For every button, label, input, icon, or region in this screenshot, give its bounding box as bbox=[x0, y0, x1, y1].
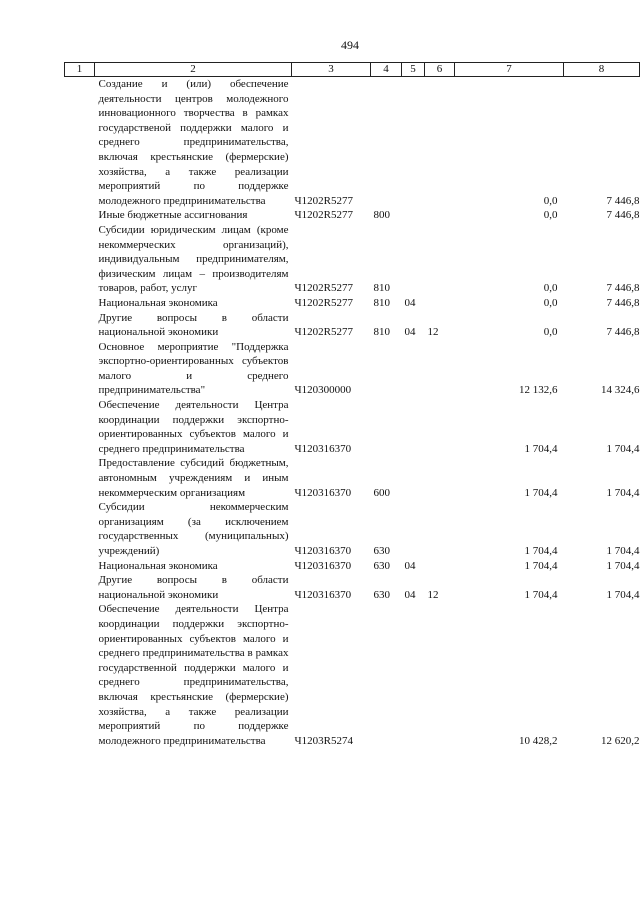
row-subsection bbox=[425, 398, 455, 456]
row-section bbox=[402, 223, 425, 296]
column-header-1: 1 bbox=[65, 63, 95, 77]
row-value-col7: 1 704,4 bbox=[524, 588, 558, 601]
row-name: Другие вопросы в области национальной экономики bbox=[98, 311, 289, 339]
column-header-4: 4 bbox=[371, 63, 402, 77]
row-value-col8: 7 446,8 bbox=[606, 209, 640, 222]
row-code: Ч120316370 bbox=[294, 559, 352, 572]
row-subsection bbox=[425, 208, 455, 223]
row-subsection bbox=[425, 296, 455, 311]
table-row bbox=[65, 311, 640, 340]
row-value-col8: 7 446,8 bbox=[606, 296, 640, 309]
row-name: Субсидии некоммерческим организациям (за исключением государственных (муниципальных) учреждений) bbox=[98, 501, 289, 557]
row-code: Ч1202R5277 bbox=[294, 296, 353, 309]
column-header-3: 3 bbox=[292, 63, 371, 77]
row-value-col8: 1 704,4 bbox=[606, 545, 640, 557]
table-body bbox=[65, 77, 640, 749]
row-expense-type: 630 bbox=[373, 545, 390, 557]
row-code: Ч1202R5277 bbox=[294, 194, 353, 207]
row-section bbox=[402, 456, 425, 500]
table-row bbox=[65, 208, 640, 223]
row-name: Иные бюджетные ассигнования bbox=[98, 209, 248, 222]
row-code: Ч120316370 bbox=[294, 545, 352, 557]
page-number: 494 bbox=[341, 38, 359, 52]
row-value-col8: 1 704,4 bbox=[606, 559, 640, 572]
table-row bbox=[65, 602, 640, 748]
table-row bbox=[65, 573, 640, 602]
cell-empty bbox=[65, 398, 95, 456]
cell-empty bbox=[65, 296, 95, 311]
row-value-col7: 1 704,4 bbox=[524, 545, 558, 557]
cell-empty bbox=[65, 223, 95, 296]
row-code: Ч1202R5277 bbox=[294, 326, 353, 339]
row-name: Предоставление субсидий бюджетным, автономным учреждениям и иным некоммерческим организациям bbox=[98, 457, 289, 499]
row-value-col7: 10 428,2 bbox=[519, 734, 558, 747]
cell-empty bbox=[65, 602, 95, 748]
cell-empty bbox=[65, 77, 95, 209]
row-value-col8: 1 704,4 bbox=[606, 442, 640, 455]
table-row bbox=[65, 500, 640, 558]
cell-empty bbox=[65, 311, 95, 340]
row-name: Национальная экономика bbox=[98, 559, 218, 572]
row-section: 04 bbox=[404, 326, 416, 339]
table-row bbox=[65, 296, 640, 311]
row-value-col8: 1 704,4 bbox=[606, 486, 640, 499]
cell-empty bbox=[65, 208, 95, 223]
row-subsection bbox=[425, 456, 455, 500]
cell-empty bbox=[65, 456, 95, 500]
cell-empty bbox=[65, 573, 95, 602]
row-value-col7: 0,0 bbox=[543, 209, 558, 222]
row-subsection bbox=[425, 500, 455, 558]
row-name: Обеспечение деятельности Центра координации поддержки экспортно-ориентированных субъектов малого и среднего предпринимательства bbox=[98, 399, 289, 455]
row-expense-type: 810 bbox=[373, 282, 390, 295]
row-name: Национальная экономика bbox=[98, 296, 218, 309]
header-row bbox=[65, 63, 640, 77]
row-section bbox=[402, 208, 425, 223]
row-subsection bbox=[425, 559, 455, 574]
column-header-5: 5 bbox=[402, 63, 425, 77]
column-header-8: 8 bbox=[564, 63, 640, 77]
row-expense-type bbox=[371, 602, 402, 748]
row-value-col7: 12 132,6 bbox=[519, 384, 558, 397]
row-expense-type bbox=[371, 340, 402, 398]
column-header-2: 2 bbox=[95, 63, 292, 77]
row-section bbox=[402, 602, 425, 748]
table-row bbox=[65, 559, 640, 574]
row-section bbox=[402, 398, 425, 456]
cell-empty bbox=[65, 559, 95, 574]
row-value-col8: 7 446,8 bbox=[606, 282, 640, 295]
table-row bbox=[65, 340, 640, 398]
row-value-col7: 0,0 bbox=[543, 282, 558, 295]
row-name: Основное мероприятие "Поддержка экспортно-ориентированных субъектов малого и среднего предпринимательства" bbox=[98, 340, 289, 397]
row-section bbox=[402, 500, 425, 558]
row-expense-type bbox=[371, 398, 402, 456]
row-value-col7: 1 704,4 bbox=[524, 559, 558, 572]
row-section: 04 bbox=[404, 559, 416, 572]
table-row bbox=[65, 456, 640, 500]
row-value-col7: 1 704,4 bbox=[524, 486, 558, 499]
row-value-col8: 12 620,2 bbox=[601, 734, 640, 747]
row-value-col8: 7 446,8 bbox=[606, 194, 640, 207]
row-value-col7: 0,0 bbox=[543, 194, 558, 207]
row-expense-type: 630 bbox=[373, 588, 390, 601]
table-row bbox=[65, 398, 640, 456]
table-row bbox=[65, 77, 640, 209]
row-code: Ч120316370 bbox=[294, 486, 352, 499]
row-value-col8: 1 704,4 bbox=[606, 588, 640, 601]
row-section: 04 bbox=[404, 588, 416, 601]
row-expense-type: 800 bbox=[373, 209, 390, 222]
row-code: Ч120300000 bbox=[294, 384, 352, 397]
row-expense-type: 630 bbox=[373, 559, 390, 572]
row-section: 04 bbox=[404, 296, 416, 309]
row-name: Субсидии юридическим лицам (кроме некоммерческих организаций), индивидуальным предпринимателям, физическим лицам – производителям товаров, работ, услуг bbox=[98, 223, 289, 295]
row-section bbox=[402, 77, 425, 209]
row-value-col7: 0,0 bbox=[543, 326, 558, 339]
row-subsection: 12 bbox=[427, 588, 439, 601]
row-expense-type: 600 bbox=[373, 486, 390, 499]
row-code: Ч120316370 bbox=[294, 588, 352, 601]
row-expense-type: 810 bbox=[373, 326, 390, 339]
row-value-col7: 0,0 bbox=[543, 296, 558, 309]
row-value-col7: 1 704,4 bbox=[524, 442, 558, 455]
budget-table bbox=[64, 62, 640, 748]
row-code: Ч120316370 bbox=[294, 442, 352, 455]
row-code: Ч1203R5274 bbox=[294, 734, 353, 747]
row-section bbox=[402, 340, 425, 398]
row-expense-type: 810 bbox=[373, 296, 390, 309]
row-name: Обеспечение деятельности Центра координации поддержки экспортно-ориентированных субъектов малого и среднего предпринимательства в рамках государственной поддержки малого и среднего предпринимательства, включая крестьянские (фермерские) хозяйства, а также реализации мероприятий по поддержке молодежного предпринимательства bbox=[98, 603, 289, 747]
column-header-7: 7 bbox=[455, 63, 564, 77]
row-name: Создание и (или) обеспечение деятельности центров молодежного инновационного творчества в рамках государственой поддержки малого и среднего предпринимательства, включая крестьянские (фермерские) хозяйства, а также реализации мероприятий по поддержке молодежного предпринимательства bbox=[98, 78, 289, 207]
row-subsection bbox=[425, 223, 455, 296]
row-subsection bbox=[425, 602, 455, 748]
row-code: Ч1202R5277 bbox=[294, 209, 353, 222]
row-subsection: 12 bbox=[427, 326, 439, 339]
cell-empty bbox=[65, 500, 95, 558]
row-code: Ч1202R5277 bbox=[294, 282, 353, 295]
row-subsection bbox=[425, 77, 455, 209]
row-subsection bbox=[425, 340, 455, 398]
row-expense-type bbox=[371, 77, 402, 209]
row-value-col8: 14 324,6 bbox=[601, 384, 640, 397]
row-value-col8: 7 446,8 bbox=[606, 326, 640, 339]
column-header-6: 6 bbox=[425, 63, 455, 77]
table-row bbox=[65, 223, 640, 296]
cell-empty bbox=[65, 340, 95, 398]
row-name: Другие вопросы в области национальной экономики bbox=[98, 574, 289, 601]
